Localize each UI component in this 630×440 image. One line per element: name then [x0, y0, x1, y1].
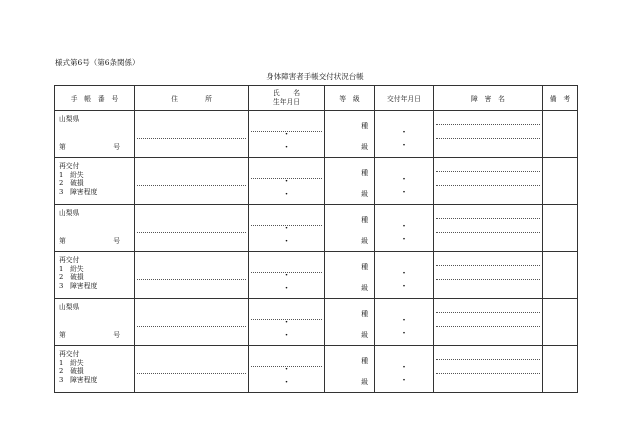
new-issue-row: [55, 299, 578, 346]
name-birthdate-cell[interactable]: [249, 205, 325, 252]
grade-level-label: 級: [361, 237, 368, 245]
reason-lost: 1 紛失: [59, 264, 84, 273]
remarks-cell[interactable]: [543, 158, 578, 205]
reason-disability-degree: 3 障害程度: [59, 187, 98, 196]
reissue-row: [55, 346, 578, 393]
issue-date-dots: ・ ・: [399, 269, 423, 292]
address-cell[interactable]: [135, 111, 249, 158]
address-cell[interactable]: [135, 158, 249, 205]
remarks-cell[interactable]: [543, 205, 578, 252]
address-divider: [137, 279, 246, 280]
reason-disability-degree: 3 障害程度: [59, 281, 98, 290]
disability-name-cell[interactable]: [434, 205, 543, 252]
disability-line-1: [436, 359, 540, 360]
grade-cell[interactable]: [325, 346, 375, 393]
reason-damaged: 2 破損: [59, 367, 84, 375]
disability-line-1: [436, 171, 540, 172]
disability-line-1: [436, 265, 540, 266]
grade-cell[interactable]: [325, 252, 375, 299]
reason-damaged: 2 破損: [59, 179, 84, 187]
disability-line-1: [436, 124, 540, 125]
reissue-cell[interactable]: [55, 346, 135, 393]
issue-date-cell[interactable]: [375, 299, 434, 346]
grade-type-label: 種: [361, 263, 368, 271]
reason-lost: 1 紛失: [59, 170, 84, 179]
birthdate-dots: ・ ・: [281, 365, 305, 388]
birthdate-dots: ・ ・: [281, 224, 305, 247]
header-birthdate: 生年月日: [272, 98, 301, 106]
reissue-heading: 再交付: [59, 162, 80, 170]
address-divider: [137, 373, 246, 374]
disability-line-2: [436, 138, 540, 139]
issue-status-ledger: [54, 85, 578, 393]
disability-line-2: [436, 373, 540, 374]
header-row: [55, 86, 578, 111]
name-birthdate-cell[interactable]: [249, 346, 325, 393]
name-birthdate-cell[interactable]: [249, 158, 325, 205]
disability-line-2: [436, 185, 540, 186]
book-number-cell[interactable]: [55, 111, 135, 158]
address-divider: [137, 232, 246, 233]
address-divider: [137, 138, 246, 139]
issue-date-cell[interactable]: [375, 111, 434, 158]
grade-type-label: 種: [361, 216, 368, 224]
issue-date-cell[interactable]: [375, 158, 434, 205]
reissue-row: [55, 158, 578, 205]
issue-date-cell[interactable]: [375, 346, 434, 393]
issue-date-dots: ・ ・: [399, 316, 423, 339]
form-caption: 様式第6号（第6条関係）: [55, 58, 140, 67]
grade-level-label: 級: [361, 143, 368, 151]
reason-lost: 1 紛失: [59, 358, 84, 367]
issue-date-dots: ・ ・: [399, 363, 423, 386]
name-birthdate-cell[interactable]: [249, 111, 325, 158]
disability-line-1: [436, 218, 540, 219]
grade-level-label: 級: [361, 331, 368, 339]
issue-date-dots: ・ ・: [399, 175, 423, 198]
grade-type-label: 種: [361, 310, 368, 318]
reissue-cell[interactable]: [55, 252, 135, 299]
prefecture-label: 山梨県: [59, 209, 80, 217]
number-suffix: 号: [113, 143, 120, 151]
reissue-row: [55, 252, 578, 299]
address-cell[interactable]: [135, 346, 249, 393]
number-prefix: 第: [59, 331, 66, 339]
disability-line-1: [436, 312, 540, 313]
remarks-cell[interactable]: [543, 346, 578, 393]
number-line: [59, 235, 120, 245]
number-prefix: 第: [59, 237, 66, 245]
ledger-title: 身体障害者手帳交付状況台帳: [266, 72, 364, 81]
grade-cell[interactable]: [325, 299, 375, 346]
disability-line-2: [436, 279, 540, 280]
reissue-heading: 再交付: [59, 256, 80, 264]
issue-date-dots: ・ ・: [399, 128, 423, 151]
disability-name-cell[interactable]: [434, 252, 543, 299]
new-issue-row: [55, 205, 578, 252]
number-suffix: 号: [113, 237, 120, 245]
header-disability-name: 障 害 名: [434, 86, 543, 111]
number-line: [59, 329, 120, 339]
disability-name-cell[interactable]: [434, 299, 543, 346]
reason-disability-degree: 3 障害程度: [59, 375, 98, 384]
header-remarks: 備 考: [543, 86, 578, 111]
birthdate-dots: ・ ・: [281, 318, 305, 341]
header-address: 住 所: [135, 86, 249, 111]
grade-level-label: 級: [361, 284, 368, 292]
address-divider: [137, 326, 246, 327]
grade-type-label: 種: [361, 169, 368, 177]
birthdate-dots: ・ ・: [281, 130, 305, 153]
birthdate-dots: ・ ・: [281, 177, 305, 200]
grade-cell[interactable]: [325, 158, 375, 205]
name-birthdate-cell[interactable]: [249, 252, 325, 299]
birthdate-dots: ・ ・: [281, 271, 305, 294]
reason-damaged: 2 破損: [59, 273, 84, 281]
disability-line-2: [436, 326, 540, 327]
remarks-cell[interactable]: [543, 252, 578, 299]
number-suffix: 号: [113, 331, 120, 339]
book-number-cell[interactable]: [55, 299, 135, 346]
address-cell[interactable]: [135, 205, 249, 252]
issue-date-cell[interactable]: [375, 205, 434, 252]
address-cell[interactable]: [135, 252, 249, 299]
disability-name-cell[interactable]: [434, 158, 543, 205]
address-divider: [137, 185, 246, 186]
disability-name-cell[interactable]: [434, 346, 543, 393]
header-grade: 等 級: [325, 86, 375, 111]
header-name: 氏 名: [272, 89, 301, 97]
address-cell[interactable]: [135, 299, 249, 346]
remarks-cell[interactable]: [543, 111, 578, 158]
remarks-cell[interactable]: [543, 299, 578, 346]
new-issue-row: [55, 111, 578, 158]
grade-type-label: 種: [361, 122, 368, 130]
disability-line-2: [436, 232, 540, 233]
grade-type-label: 種: [361, 357, 368, 365]
header-book-number: 手 帳 番 号: [55, 86, 135, 111]
issue-date-dots: ・ ・: [399, 222, 423, 245]
header-issue-date: 交付年月日: [375, 86, 434, 111]
reissue-heading: 再交付: [59, 350, 80, 358]
disability-name-cell[interactable]: [434, 111, 543, 158]
reissue-cell[interactable]: [55, 158, 135, 205]
book-number-cell[interactable]: [55, 205, 135, 252]
grade-cell[interactable]: [325, 205, 375, 252]
issue-date-cell[interactable]: [375, 252, 434, 299]
number-line: [59, 141, 120, 151]
prefecture-label: 山梨県: [59, 115, 80, 123]
grade-cell[interactable]: [325, 111, 375, 158]
number-prefix: 第: [59, 143, 66, 151]
grade-level-label: 級: [361, 190, 368, 198]
grade-level-label: 級: [361, 378, 368, 386]
name-birthdate-cell[interactable]: [249, 299, 325, 346]
prefecture-label: 山梨県: [59, 303, 80, 311]
header-name-birthdate: [249, 86, 325, 111]
